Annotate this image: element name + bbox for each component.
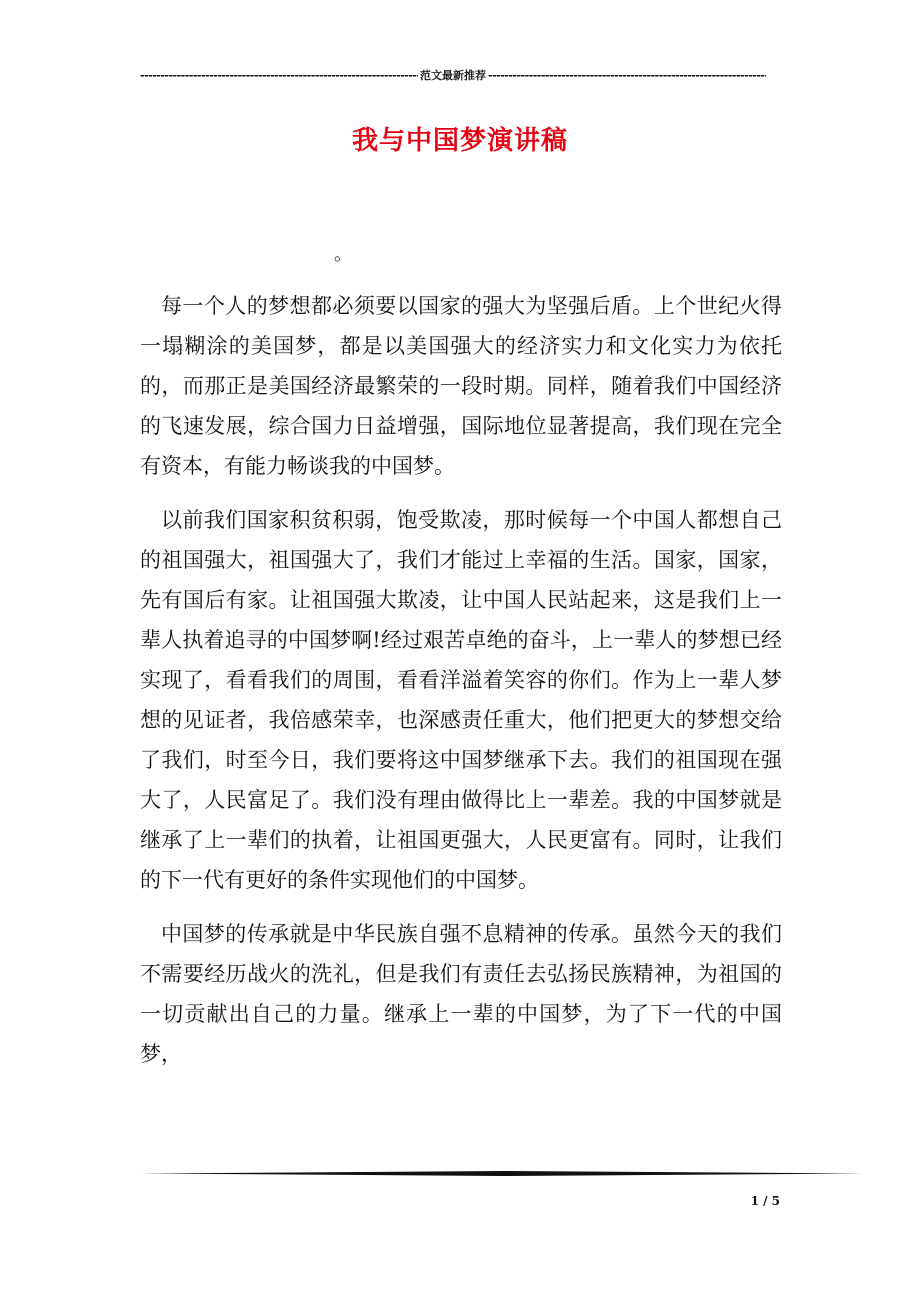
paragraph-3: 中国梦的传承就是中华民族自强不息精神的传承。虽然今天的我们不需要经历战火的洗礼，但是我们有责任去弘扬民族精神，为祖国的一切贡献出自己的力量。继承上一辈的中国梦，为了下一代的中国梦， (140, 922, 782, 1066)
document-title: 我与中国梦演讲稿 (351, 126, 568, 156)
header-dash-right (488, 68, 766, 84)
header-dash-left (140, 68, 418, 84)
page-number: 1 / 5 (750, 1194, 780, 1208)
header-label: 范文最新推荐 (420, 69, 486, 82)
paragraph-1: 每一个人的梦想都必须要以国家的强大为坚强后盾。上个世纪火得一塌糊涂的美国梦，都是以美国强大的经济实力和文化实力为依托的，而那正是美国经济最繁荣的一段时期。同样，随着我们中国经济的飞速发展，综合国力日益增强，国际地位显著提高，我们现在完全有资本，有能力畅谈我的中国梦。 (140, 294, 782, 478)
page-header (140, 68, 766, 84)
stray-punctuation: 。 (334, 244, 352, 265)
footer-rule (140, 1171, 864, 1176)
document-body (140, 286, 782, 1088)
paragraph-2: 以前我们国家积贫积弱，饱受欺凌，那时候每一个中国人都想自己的祖国强大，祖国强大了，我们才能过上幸福的生活。国家，国家，先有国后有家。让祖国强大欺凌，让中国人民站起来，这是我们上一辈人执着追寻的中国梦啊!经过艰苦卓绝的奋斗，上一辈人的梦想已经实现了，看看我们的周围，看看洋溢着笑容的你们。作为上一辈人梦想的见证者，我倍感荣幸，也深感责任重大，他们把更大的梦想交给了我们，时至今日，我们要将这中国梦继承下去。我们的祖国现在强大了，人民富足了。我们没有理由做得比上一辈差。我的中国梦就是继承了上一辈们的执着，让祖国更强大，人民更富有。同时，让我们的下一代有更好的条件实现他们的中国梦。 (140, 508, 782, 892)
